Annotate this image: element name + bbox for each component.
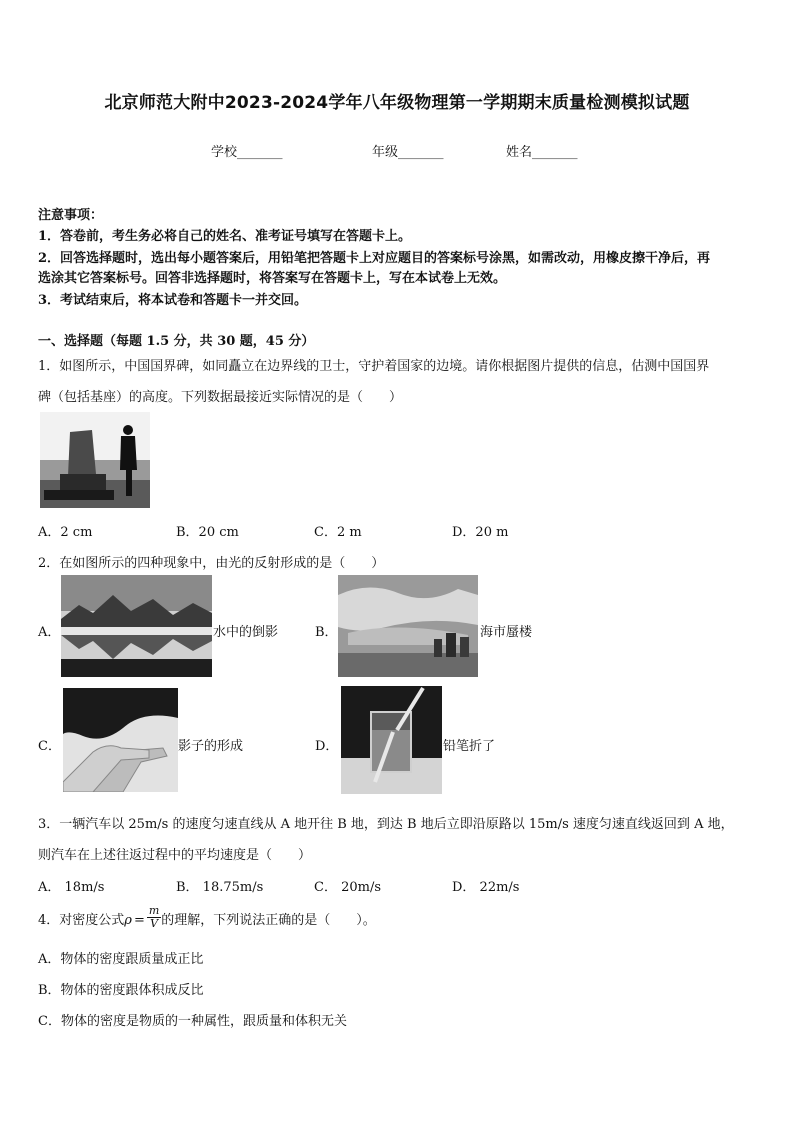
notice-item: 1．答卷前，考生务必将自己的姓名、准考证号填写在答题卡上。 xyxy=(38,229,412,244)
fraction-denominator: V xyxy=(150,917,159,930)
q4-stem xyxy=(38,904,376,930)
q3-option-a[interactable]: A． 18m/s xyxy=(38,880,105,895)
q2-stem: 2．在如图所示的四种现象中，由光的反射形成的是（ ） xyxy=(38,556,385,571)
q2-option-d-caption: 铅笔折了 xyxy=(443,739,496,754)
q4-option-c[interactable]: C．物体的密度是物质的一种属性，跟质量和体积无关 xyxy=(38,1014,347,1029)
notice-item: 3．考试结束后，将本试卷和答题卡一并交回。 xyxy=(38,293,308,308)
bent-pencil-photo xyxy=(341,686,442,794)
q3-stem: 则汽车在上述往返过程中的平均速度是（ ） xyxy=(38,848,312,863)
q2-option-b-caption: 海市蜃楼 xyxy=(480,625,533,640)
equals-sign: = xyxy=(133,913,145,928)
mirage-photo xyxy=(338,575,478,677)
q4-prefix: 4．对密度公式 xyxy=(38,913,125,928)
rho-symbol: ρ xyxy=(124,913,132,928)
q2-option-d-letter[interactable]: D． xyxy=(315,739,339,754)
q3-stem: 3．一辆汽车以 25m/s 的速度匀速直线从 A 地开往 B 地，到达 B 地后立即沿原路以 15m/s 速度匀速直线返回到 A 地， xyxy=(38,817,734,832)
q1-option-b[interactable]: B．20 cm xyxy=(176,525,239,540)
q1-stem: 碑（包括基座）的高度。下列数据最接近实际情况的是（ ） xyxy=(38,390,403,405)
hand-shadow-photo xyxy=(63,688,178,792)
q4-option-b[interactable]: B．物体的密度跟体积成反比 xyxy=(38,983,204,998)
q2-option-a-letter[interactable]: A． xyxy=(38,625,61,640)
q3-option-c[interactable]: C． 20m/s xyxy=(314,880,381,895)
notice-item: 2．回答选择题时，选出每小题答案后，用铅笔把答题卡上对应题目的答案标号涂黑，如需改动，用橡皮擦干净后，再 xyxy=(38,251,711,266)
name-field[interactable]: 姓名_______ xyxy=(506,145,578,160)
q1-option-d[interactable]: D．20 m xyxy=(452,525,509,540)
q3-option-d[interactable]: D． 22m/s xyxy=(452,880,520,895)
q3-option-b[interactable]: B． 18.75m/s xyxy=(176,880,264,895)
boundary-marker-photo xyxy=(40,412,150,508)
q1-stem: 1．如图所示，中国国界碑，如同矗立在边界线的卫士，守护着国家的边境。请你根据图片提供的信息，估测中国国界 xyxy=(38,359,710,374)
density-fraction xyxy=(147,905,161,930)
q2-option-c-letter[interactable]: C． xyxy=(38,739,61,754)
page-title: 北京师范大附中2023-2024学年八年级物理第一学期期末质量检测模拟试题 xyxy=(104,93,690,113)
q2-option-b-letter[interactable]: B． xyxy=(315,625,338,640)
q4-suffix: 的理解，下列说法正确的是（ ）。 xyxy=(161,913,376,928)
q1-option-c[interactable]: C．2 m xyxy=(314,525,362,540)
fraction-numerator: m xyxy=(148,904,160,917)
grade-field[interactable]: 年级_______ xyxy=(372,145,444,160)
reflection-photo xyxy=(61,575,212,677)
section-heading: 一、选择题（每题 1.5 分，共 30 题，45 分） xyxy=(38,334,315,349)
q2-option-a-caption: 水中的倒影 xyxy=(213,625,279,640)
school-field[interactable]: 学校_______ xyxy=(211,145,283,160)
q1-option-a[interactable]: A．2 cm xyxy=(38,525,93,540)
notice-item: 选涂其它答案标号。回答非选择题时，将答案写在答题卡上，写在本试卷上无效。 xyxy=(38,271,507,286)
q2-option-c-caption: 影子的形成 xyxy=(178,739,244,754)
q4-option-a[interactable]: A．物体的密度跟质量成正比 xyxy=(38,952,204,967)
notice-heading: 注意事项： xyxy=(38,208,104,223)
